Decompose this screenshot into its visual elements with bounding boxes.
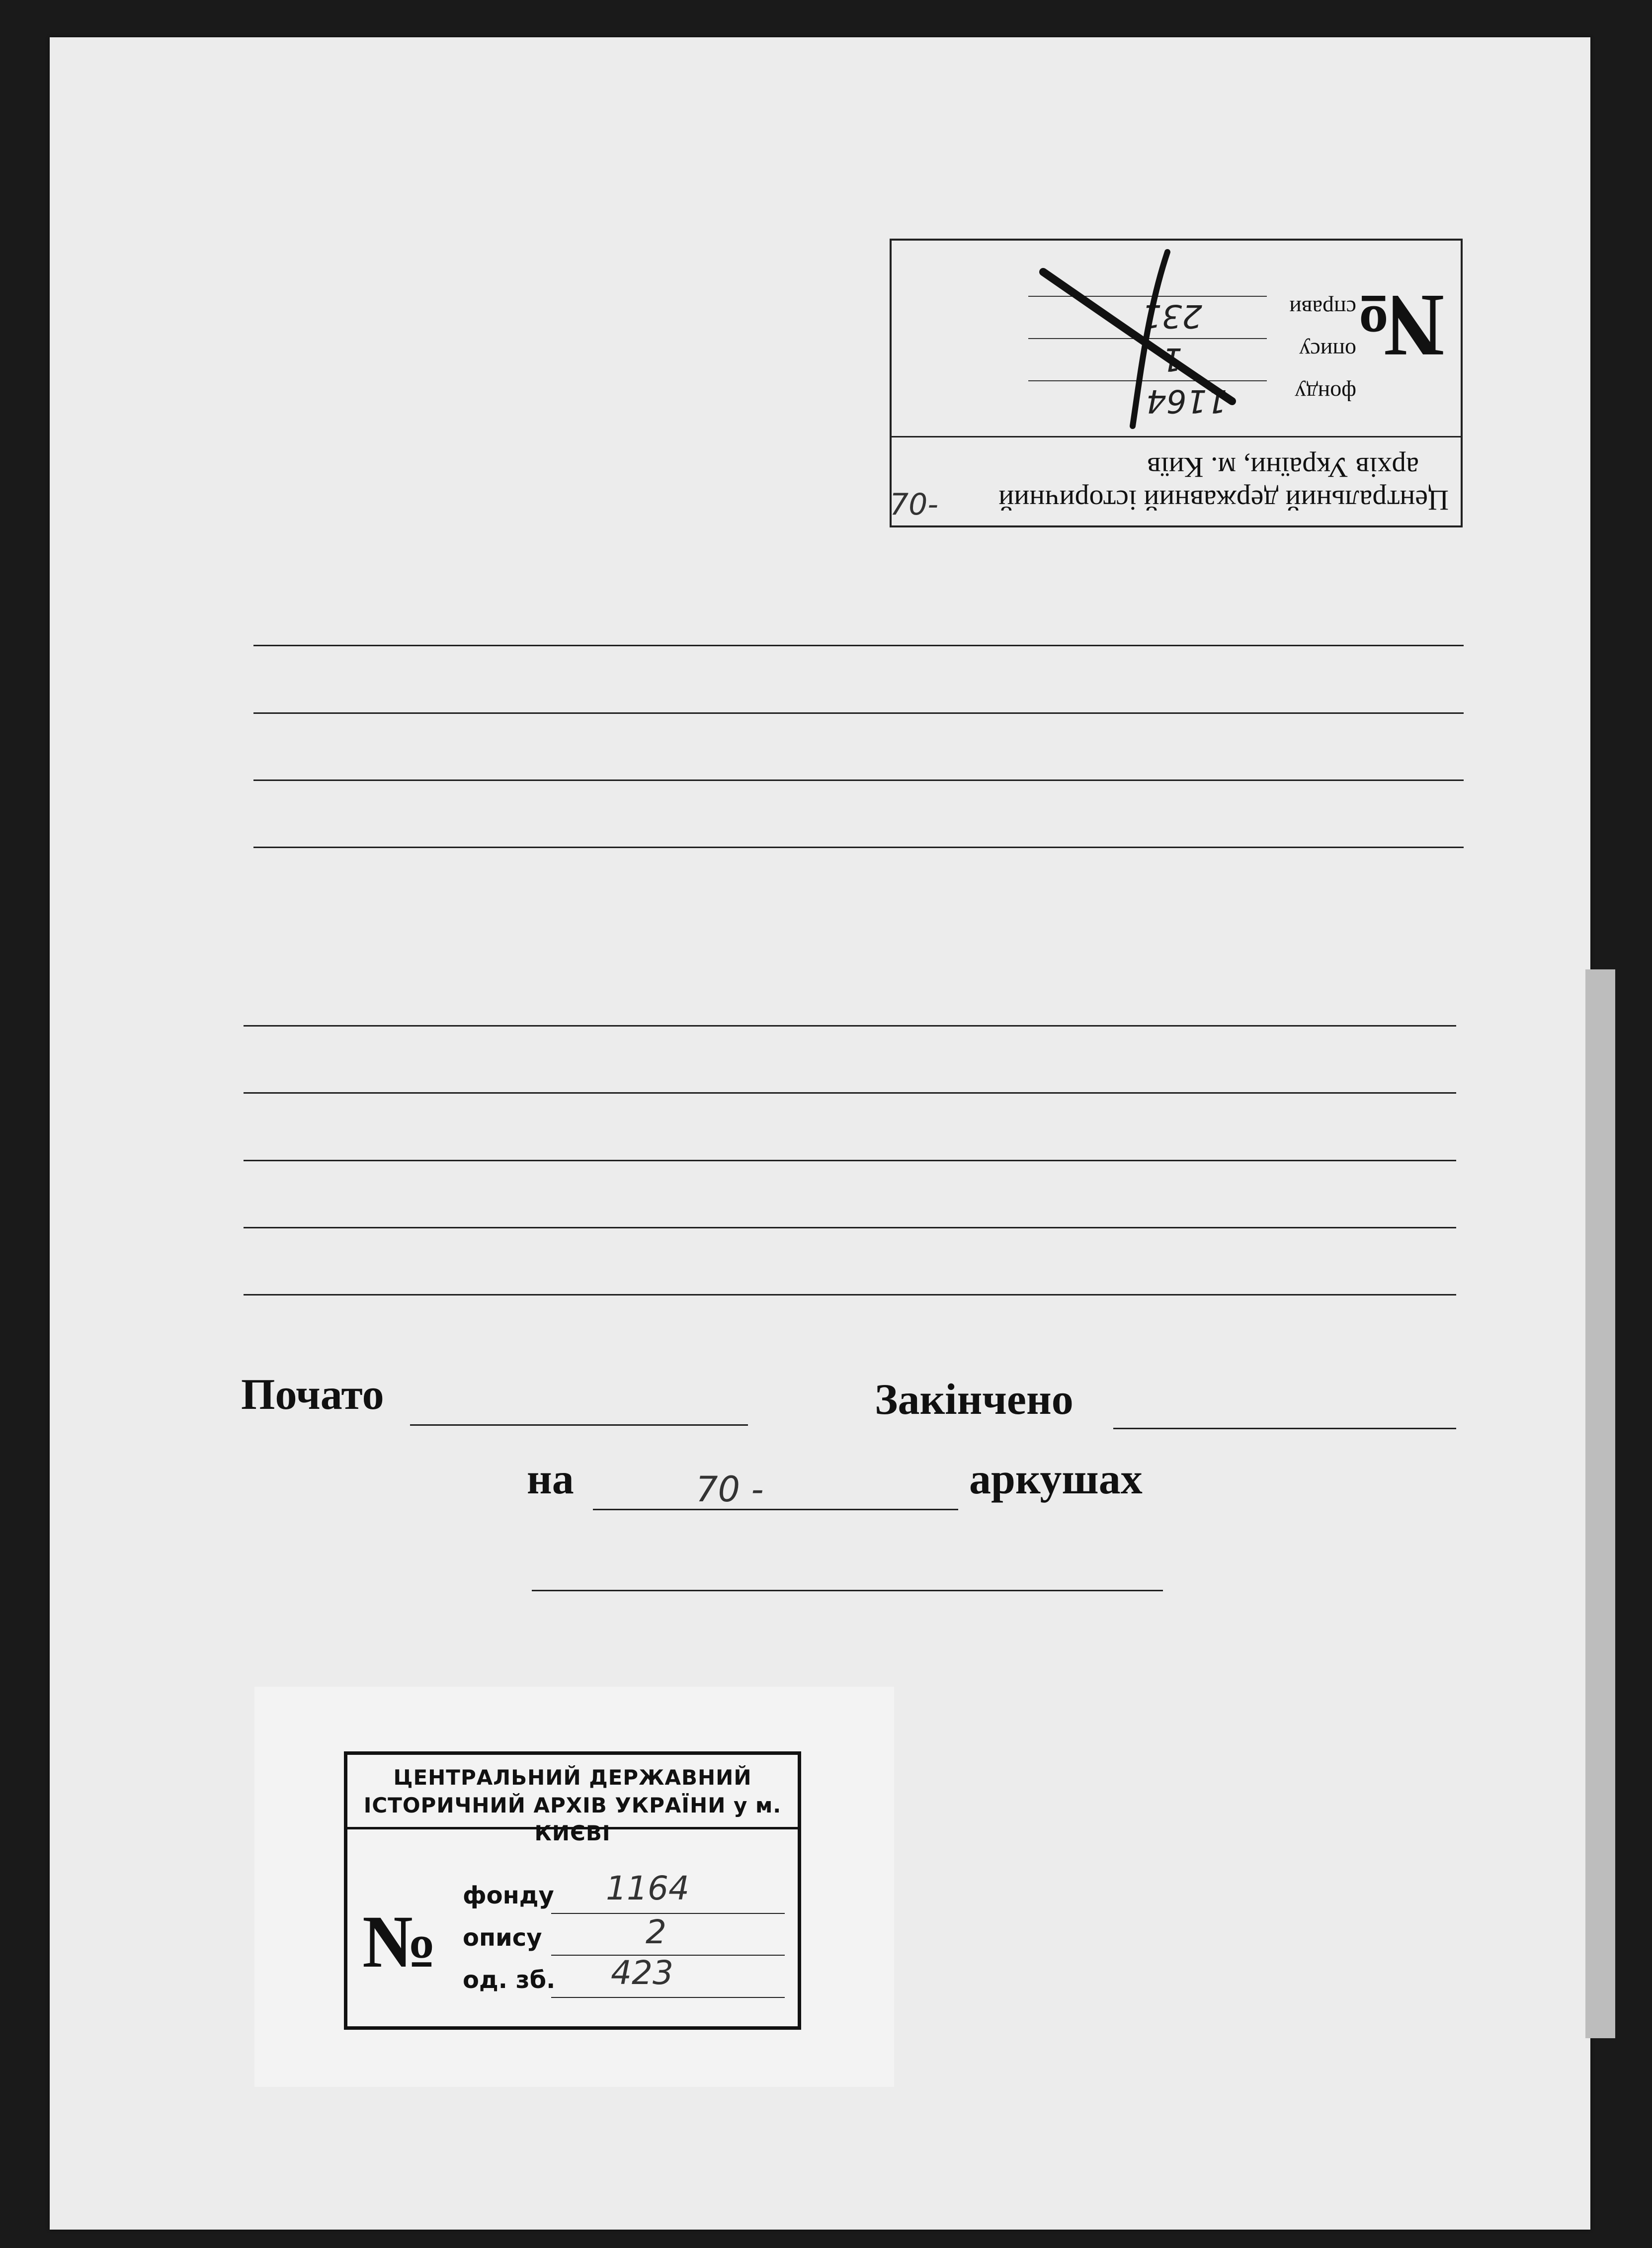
stamp-bottom-line-od-zb [551,1997,785,1998]
stamp-top-label-spravy: справи [1289,296,1356,321]
stamp-bottom-label-od-zb: од. зб. [463,1966,556,1994]
stamp-top-number-sign: № [1355,276,1445,375]
stamp-top-label-fond: фонду [1295,380,1356,406]
title-line-2 [253,712,1464,714]
archive-label-sheet [254,1687,894,2087]
title-line-1 [253,645,1464,646]
underlying-sheet-edge [1585,969,1615,2038]
finished-label: Закінчено [875,1376,1074,1424]
stamp-top-value-fond: 1164 [1146,382,1227,419]
sheets-label: аркушах [969,1455,1143,1503]
stamp-bottom-label-opys: опису [463,1924,542,1952]
stamp-bottom-title-line1: ЦЕНТРАЛЬНИЙ ДЕРЖАВНИЙ [393,1765,752,1790]
started-line [410,1424,748,1426]
title-line-6 [244,1092,1456,1094]
stamp-bottom-label-fond: фонду [463,1882,554,1909]
title-line-3 [253,779,1464,781]
archive-stamp-bottom [344,1751,801,2030]
stamp-bottom-value-od-zb: 423 [611,1954,673,1992]
stamp-bottom-line-fond [551,1913,785,1914]
stamp-top-label-opys: опису [1299,338,1356,363]
started-label: Почато [241,1371,384,1419]
stamp-bottom-title [347,1755,798,1845]
stamp-top-value-spravy: 231 [1141,297,1202,334]
archive-folder-cover [50,37,1590,2230]
margin-note: 70- [890,487,938,522]
stamp-top-body [892,245,1461,436]
stamp-bottom-value-opys: 2 [646,1913,666,1951]
stamp-top-value-opys: 1 [1162,341,1182,377]
stamp-bottom-value-fond: 1164 [606,1869,689,1907]
title-line-8 [244,1227,1456,1228]
on-label: на [527,1455,574,1503]
sheets-line [593,1509,958,1510]
finished-line [1113,1428,1456,1429]
stamp-bottom-number-sign: № [362,1901,437,1983]
signature-line [532,1590,1163,1591]
archive-stamp-top [890,239,1463,527]
stamp-top-archive-line2: архів України, м. Київ [1147,451,1419,484]
title-line-9 [244,1294,1456,1296]
sheets-value: 70 - [696,1469,764,1510]
stamp-top-header [892,436,1461,525]
title-line-4 [253,847,1464,848]
strike-through-cross-icon [1038,247,1247,436]
title-line-7 [244,1160,1456,1161]
stamp-bottom-title-line2: ІСТОРИЧНИЙ АРХІВ УКРАЇНИ у м. КИЄВІ [363,1793,782,1845]
title-line-5 [244,1025,1456,1027]
stamp-top-archive-line1: Центральний державний історичний [998,484,1449,517]
